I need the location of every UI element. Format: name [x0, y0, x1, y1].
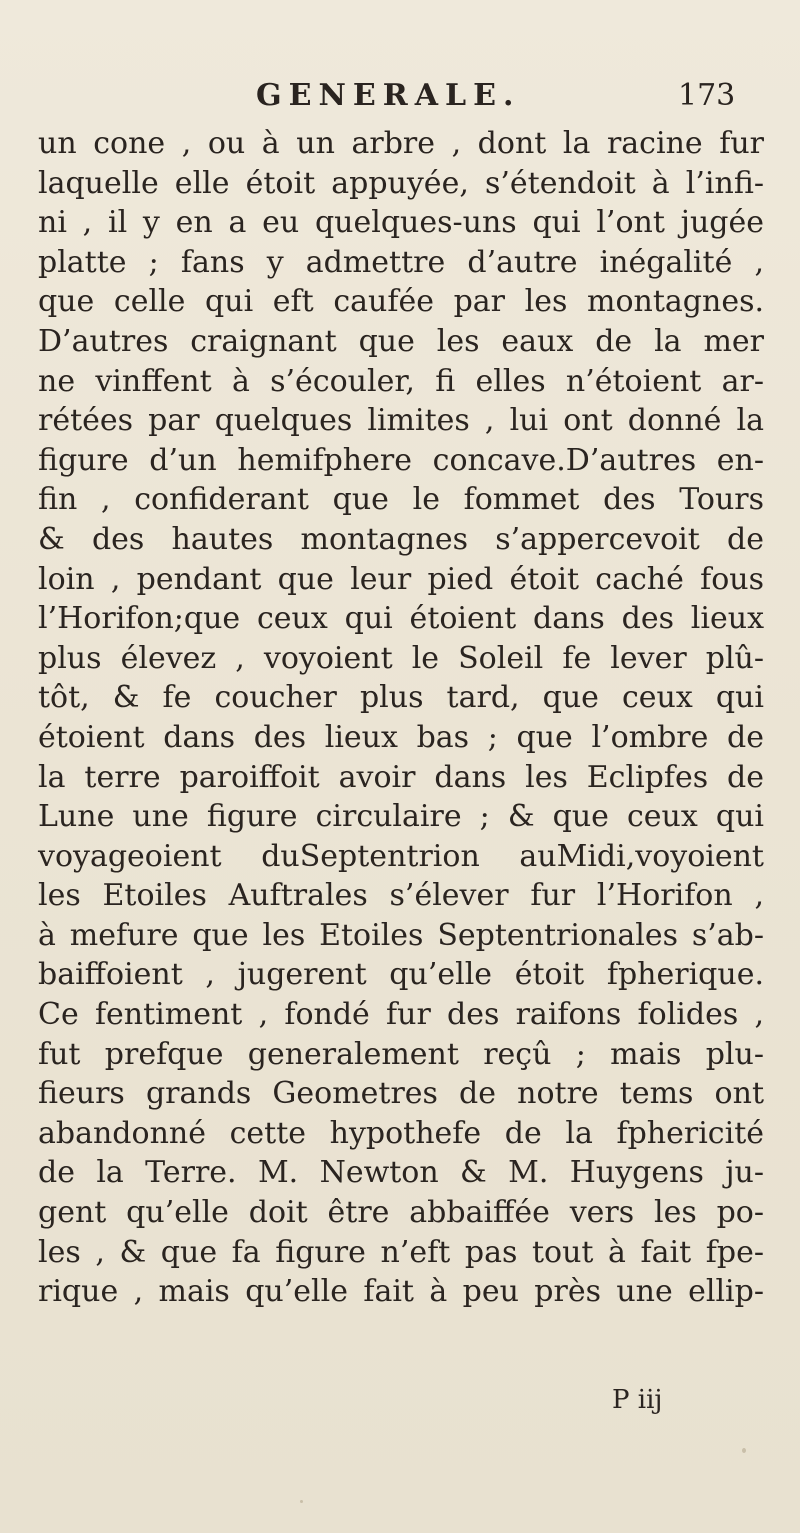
text-line: tôt, & fe coucher plus tard, que ceux qui — [38, 680, 764, 716]
text-line: platte ; fans y admettre d’autre inégalité , — [38, 244, 764, 280]
text-line: baiffoient , jugerent qu’elle étoit fpherique. — [38, 957, 764, 993]
text-line: de la Terre. M. Newton & M. Huygens ju- — [38, 1155, 764, 1191]
text-line: à mefure que les Etoiles Septentrionales s’ab- — [38, 917, 764, 953]
text-line: fut prefque generalement reçû ; mais plu- — [38, 1036, 764, 1072]
body-text — [38, 124, 764, 1312]
text-line: étoient dans des lieux bas ; que l’ombre de — [38, 719, 764, 755]
text-line: ne vinffent à s’écouler, fi elles n’étoient ar- — [38, 363, 764, 399]
text-line: figure d’un hemifphere concave.D’autres en- — [38, 442, 764, 478]
page-header — [0, 78, 800, 128]
text-line: l’Horifon;que ceux qui étoient dans des lieux — [38, 601, 764, 637]
paper-speck — [300, 1500, 303, 1503]
text-line: que celle qui eft caufée par les montagnes. — [38, 284, 764, 320]
page-number: 173 — [678, 78, 736, 113]
text-line: plus élevez , voyoient le Soleil fe lever plû- — [38, 640, 764, 676]
text-line: laquelle elle étoit appuyée, s’étendoit à l’infi- — [38, 165, 764, 201]
text-line: rétées par quelques limites , lui ont donné la — [38, 403, 764, 439]
paper-speck — [742, 1448, 746, 1453]
text-line: & des hautes montagnes s’appercevoit de — [38, 521, 764, 557]
text-line: abandonné cette hypothefe de la fphericité — [38, 1115, 764, 1151]
text-line: gent qu’elle doit être abbaiffée vers les po- — [38, 1195, 764, 1231]
text-line: ni , il y en a eu quelques-uns qui l’ont jugée — [38, 205, 764, 241]
text-line: la terre paroiffoit avoir dans les Eclipfes de — [38, 759, 764, 795]
text-line: fieurs grands Geometres de notre tems ont — [38, 1076, 764, 1112]
text-line: Lune une figure circulaire ; & que ceux qui — [38, 799, 764, 835]
text-line: les , & que fa figure n’eft pas tout à fait fpe- — [38, 1234, 764, 1270]
text-line: les Etoiles Auftrales s’élever fur l’Horifon , — [38, 878, 764, 914]
text-line: loin , pendant que leur pied étoit caché fous — [38, 561, 764, 597]
running-title: GENERALE. — [256, 78, 521, 113]
text-line: Ce fentiment , fondé fur des raifons folides , — [38, 997, 764, 1033]
text-line: fin , confiderant que le fommet des Tours — [38, 482, 764, 518]
text-line: un cone , ou à un arbre , dont la racine fur — [38, 126, 764, 161]
signature-mark: P iij — [612, 1385, 663, 1415]
text-line: voyageoient duSeptentrion auMidi,voyoient — [38, 838, 764, 874]
text-line: rique , mais qu’elle fait à peu près une ellip- — [38, 1274, 764, 1310]
text-line: D’autres craignant que les eaux de la mer — [38, 323, 764, 359]
